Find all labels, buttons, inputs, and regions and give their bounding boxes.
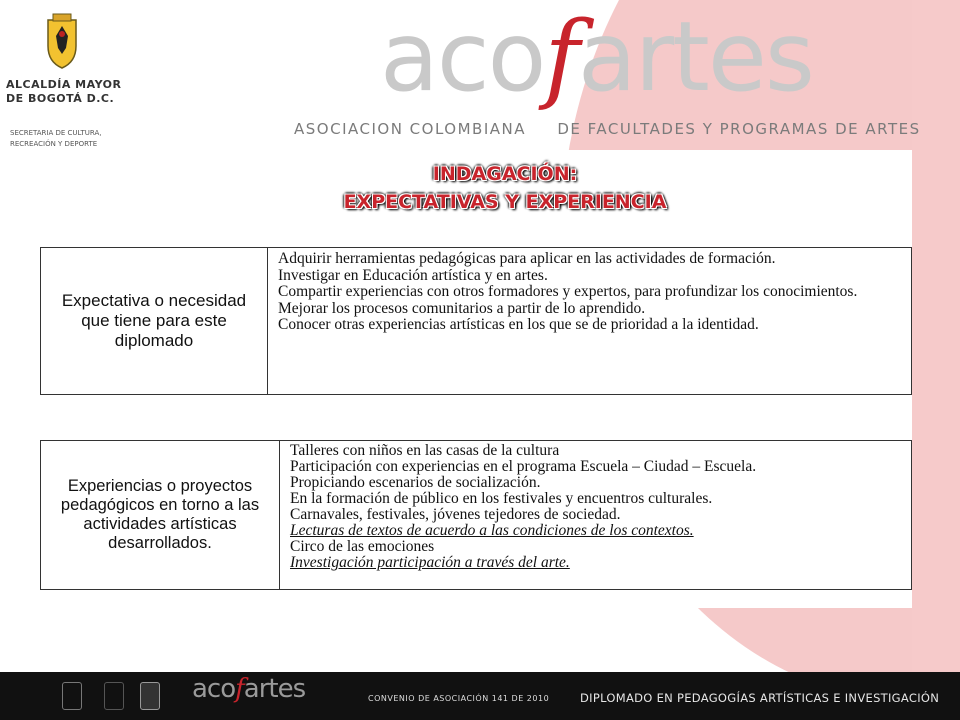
tagline-part-b: DE FACULTADES Y PROGRAMAS DE ARTES (557, 120, 921, 138)
experience-item: Participación con experiencias en el programa Escuela – Ciudad – Escuela. (290, 458, 757, 475)
secretaria-name (10, 128, 150, 150)
secretaria-line1: SECRETARIA DE CULTURA, (10, 129, 102, 137)
alcaldia-logo (6, 8, 146, 158)
acofartes-tagline (294, 120, 921, 138)
tagline-part-a: ASOCIACION COLOMBIANA (294, 120, 526, 138)
experiences-items-cell (280, 441, 912, 590)
expectations-table (40, 247, 912, 395)
expectation-item: Compartir experiencias con otros formadores y expertos, para profundizar los conocimientos. (278, 283, 858, 300)
experience-item: Circo de las emociones (290, 538, 435, 555)
expectation-item: Mejorar los procesos comunitarios a partir de lo aprendido. (278, 299, 646, 317)
footer-brand-icon (140, 682, 160, 710)
footer-bar (0, 672, 960, 720)
footer-logo-aco: aco (192, 674, 236, 704)
expectation-item: Adquirir herramientas pedagógicas para aplicar en las actividades de formación. (278, 250, 776, 267)
logo-word-f: f (544, 1, 578, 113)
experiences-table (40, 440, 912, 590)
expectations-items-cell (268, 248, 912, 395)
expectation-item: Investigar en Educación artística y en artes. (278, 266, 548, 284)
title-line2: EXPECTATIVAS Y EXPERIENCIA (343, 191, 667, 213)
footer-convenio: CONVENIO DE ASOCIACIÓN 141 DE 2010 (368, 694, 550, 703)
footer-acofartes-logo (192, 674, 305, 704)
acofartes-wordmark (380, 2, 813, 112)
bogota-shield-icon (42, 12, 82, 72)
experience-item: Talleres con niños en las casas de la cultura (290, 442, 560, 459)
experiences-label-cell (41, 441, 280, 590)
experience-item: Propiciando escenarios de socialización. (290, 474, 541, 491)
experience-item: Investigación participación a través del arte. (290, 554, 570, 571)
experience-item: Lecturas de textos de acuerdo a las condiciones de los contextos. (290, 522, 694, 539)
experience-item: En la formación de público en los festivales y encuentros culturales. (290, 490, 713, 507)
title-line1: INDAGACIÓN: (432, 163, 578, 185)
expectations-label: Expectativa o necesidad que tiene para este diplomado (61, 291, 247, 350)
acofartes-logo (294, 1, 940, 152)
expectations-label-cell (41, 248, 268, 395)
footer-shield-icon (104, 682, 124, 710)
logo-word-artes: artes (577, 1, 813, 113)
expectation-item: Conocer otras experiencias artísticas en los que se de prioridad a la identidad. (278, 316, 759, 333)
experiences-label: Experiencias o proyectos pedagógicos en torno a las actividades artísticas desarrollados. (60, 477, 260, 552)
alcaldia-line1: ALCALDÍA MAYOR (6, 78, 122, 91)
footer-logo-artes: artes (243, 674, 306, 704)
alcaldia-name (6, 78, 146, 106)
footer-diplomado: DIPLOMADO EN PEDAGOGÍAS ARTÍSTICAS E INVESTIGACIÓN (580, 691, 940, 705)
logo-word-aco: aco (380, 1, 545, 113)
page-title (0, 160, 960, 216)
footer-logo-f: f (235, 674, 244, 704)
alcaldia-line2: DE BOGOTÁ D.C. (6, 92, 115, 105)
secretaria-line2: RECREACIÓN Y DEPORTE (10, 140, 98, 148)
footer-logo-icon (62, 682, 82, 710)
experience-item: Carnavales, festivales, jóvenes tejedores de sociedad. (290, 506, 621, 523)
